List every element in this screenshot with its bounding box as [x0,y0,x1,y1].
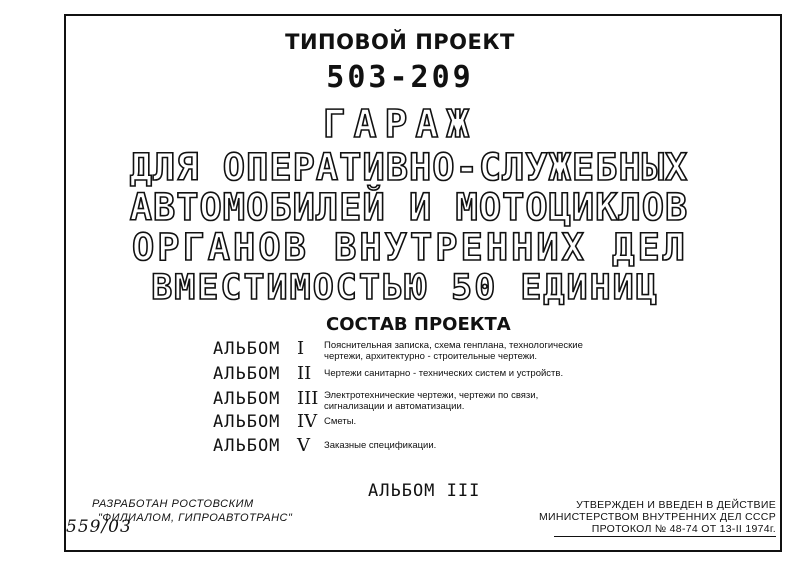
handwritten-archive-code: 559/03 [66,517,132,537]
album-description: Пояснительная записка, схема генплана, технологические чертежи, архитектурно - строительные чертежи. [324,340,583,362]
title-line-2: ДЛЯ ОПЕРАТИВНО-СЛУЖЕБНЫХ [129,146,689,189]
project-number: 503-209 [326,60,474,95]
album-number: I [297,338,305,359]
approval-underline [554,536,776,537]
approval-line-1: УТВЕРЖДЕН И ВВЕДЕН В ДЕЙСТВИЕ [576,499,776,511]
album-description: Чертежи санитарно - технических систем и устройств. [324,368,564,379]
title-line-1: ГАРАЖ [322,102,478,146]
album-label: АЛЬБОМ [213,339,281,359]
composition-heading: СОСТАВ ПРОЕКТА [326,314,511,335]
title-line-5: ВМЕСТИМОСТЬЮ 50 ЕДИНИЦ [151,268,659,308]
album-description: Заказные спецификации. [324,440,437,451]
album-number: II [297,363,312,384]
type-project-label: ТИПОВОЙ ПРОЕКТ [285,30,515,54]
approval-line-3: ПРОТОКОЛ № 48-74 ОТ 13-II 1974г. [591,523,776,535]
album-label: АЛЬБОМ [213,389,281,409]
title-line-4: ОРГАНОВ ВНУТРЕННИХ ДЕЛ [131,226,689,269]
developer-line-1: РАЗРАБОТАН РОСТОВСКИМ [92,498,254,510]
album-label: АЛЬБОМ [213,412,281,432]
album-label: АЛЬБОМ [213,436,281,456]
current-album-label: АЛЬБОМ III [368,481,481,501]
album-number: IV [297,411,318,432]
album-label: АЛЬБОМ [213,364,281,384]
title-line-3: АВТОМОБИЛЕЙ И МОТОЦИКЛОВ [129,186,689,229]
album-description: Сметы. [324,416,357,427]
developer-line-2: "ФИЛИАЛОМ, ГИПРОАВТОТРАНС" [98,512,293,524]
album-number: III [297,388,319,409]
album-description: Электротехнические чертежи, чертежи по связи, сигнализации и автоматизации. [324,390,539,412]
album-number: V [297,435,310,456]
approval-line-2: МИНИСТЕРСТВОМ ВНУТРЕННИХ ДЕЛ СССР [539,511,776,523]
